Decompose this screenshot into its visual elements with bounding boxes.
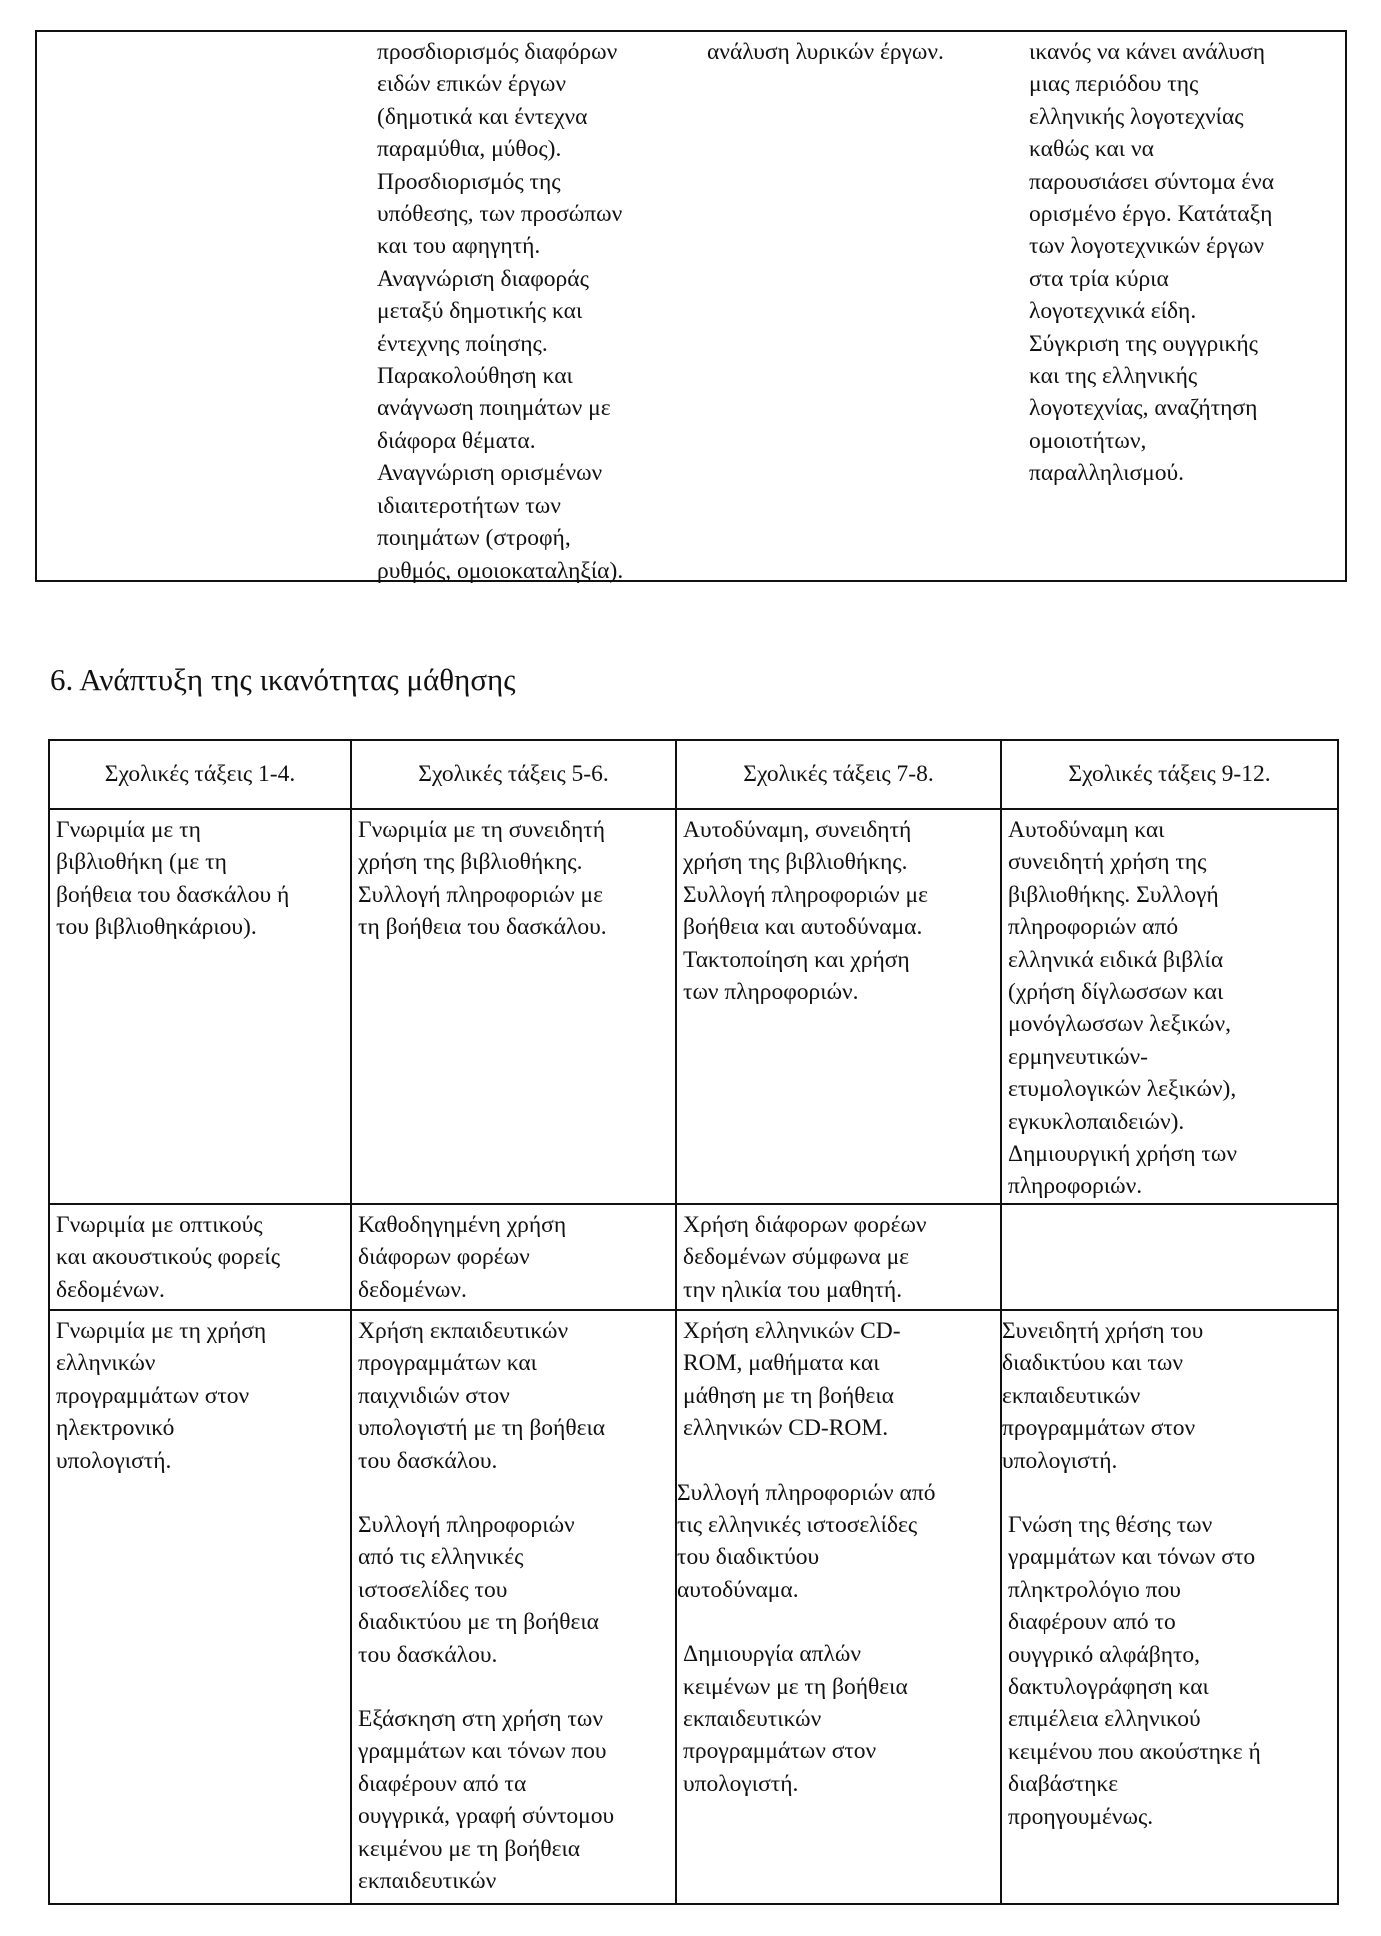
continuation-cell-col3: ανάλυση λυρικών έργων.	[707, 39, 944, 65]
table-cell: Αυτοδύναμη, συνειδητή χρήση της βιβλιοθήκης. Συλλογή πληροφοριών με βοήθεια και αυτοδύναμα. Τακτοποίηση και χρήση των πληροφοριών.	[676, 809, 1001, 1204]
table-cell: Γνωριμία με οπτικούς και ακουστικούς φορείς δεδομένων.	[49, 1204, 351, 1310]
table-row	[49, 1310, 1338, 1904]
table-cell: Αυτοδύναμη και συνειδητή χρήση της βιβλιοθήκης. Συλλογή πληροφοριών από ελληνικά ειδικά βιβλία (χρήση δίγλωσσων και μονόγλωσσων λεξικών, ερμηνευτικών- ετυμολογικών λεξικών), εγκυκλοπαιδειών). Δημιουργική χρήση των πληροφοριών.	[1001, 809, 1338, 1204]
table-cell	[1001, 1310, 1338, 1904]
table-cell: Χρήση διάφορων φορέων δεδομένων σύμφωνα με την ηλικία του μαθητή.	[676, 1204, 1001, 1310]
learning-skills-table	[48, 739, 1339, 1905]
table-row	[49, 1204, 1338, 1310]
section-title: 6. Ανάπτυξη της ικανότητας μάθησης	[50, 662, 516, 697]
cell-paragraph: Συνειδητή χρήση του διαδικτύου και των εκπαιδευτικών προγραμμάτων στον υπολογιστή.	[1002, 1317, 1204, 1474]
continuation-table	[35, 30, 1347, 582]
cell-paragraph: Συλλογή πληροφοριών από τις ελληνικές ιστοσελίδες του διαδικτύου με τη βοήθεια του δασκάλου.	[358, 1511, 599, 1668]
cell-paragraph: Συλλογή πληροφοριών από τις ελληνικές ιστοσελίδες του διαδικτύου αυτοδύναμα.	[677, 1479, 936, 1603]
table-cell: Γνωριμία με τη χρήση ελληνικών προγραμμάτων στον ηλεκτρονικό υπολογιστή.	[49, 1310, 351, 1904]
table-header-row	[49, 740, 1338, 809]
header-grades-7-8: Σχολικές τάξεις 7-8.	[676, 740, 1001, 809]
table-row	[49, 809, 1338, 1204]
header-grades-5-6: Σχολικές τάξεις 5-6.	[351, 740, 676, 809]
cell-paragraph: Δημιουργία απλών κειμένων με τη βοήθεια εκπαιδευτικών προγραμμάτων στον υπολογιστή.	[683, 1641, 908, 1797]
continuation-cell-col4: ικανός να κάνει ανάλυση μιας περιόδου της ελληνικής λογοτεχνίας καθώς και να παρουσιάσει σύντομα ένα ορισμένο έργο. Κατάταξη των λογοτεχνικών έργων στα τρία κύρια λογοτεχνικά είδη. Σύγκριση της ουγγρικής και της ελληνικής λογοτεχνίας, αναζήτηση ομοιοτήτων, παραλληλισμού.	[1029, 39, 1275, 487]
table-cell	[1001, 1204, 1338, 1310]
table-cell: Γνωριμία με τη βιβλιοθήκη (με τη βοήθεια του δασκάλου ή του βιβλιοθηκάριου).	[49, 809, 351, 1204]
table-cell	[676, 1310, 1001, 1904]
cell-paragraph: Χρήση εκπαιδευτικών προγραμμάτων και παιχνιδιών στον υπολογιστή με τη βοήθεια του δασκάλου.	[358, 1317, 606, 1474]
table-cell: Καθοδηγημένη χρήση διάφορων φορέων δεδομένων.	[351, 1204, 676, 1310]
cell-paragraph: Εξάσκηση στη χρήση των γραμμάτων και τόνων που διαφέρουν από τα ουγγρικά, γραφή σύντομου κειμένου με τη βοήθεια εκπαιδευτικών	[358, 1705, 615, 1894]
table-cell	[351, 1310, 676, 1904]
cell-paragraph: Χρήση ελληνικών CD- ROM, μαθήματα και μάθηση με τη βοήθεια ελληνικών CD-ROM.	[683, 1317, 901, 1442]
header-grades-9-12: Σχολικές τάξεις 9-12.	[1001, 740, 1338, 809]
header-grades-1-4: Σχολικές τάξεις 1-4.	[49, 740, 351, 809]
cell-paragraph: Γνώση της θέσης των γραμμάτων και τόνων στο πληκτρολόγιο που διαφέρουν από το ουγγρικό αλφάβητο, δακτυλογράφηση και επιμέλεια ελληνικού κειμένου που ακούστηκε ή διαβάστηκε προηγουμένως.	[1008, 1511, 1261, 1830]
continuation-cell-col2: προσδιορισμός διαφόρων ειδών επικών έργων (δημοτικά και έντεχνα παραμύθια, μύθος). Προσδιορισμός της υπόθεσης, των προσώπων και του αφηγητή. Αναγνώριση διαφοράς μεταξύ δημοτικής και έντεχνης ποίησης. Παρακολούθηση και ανάγνωση ποιημάτων με διάφορα θέματα. Αναγνώριση ορισμένων ιδιαιτεροτήτων των ποιημάτων (στροφή, ρυθμός, ομοιοκαταληξία).	[377, 39, 624, 584]
table-cell: Γνωριμία με τη συνειδητή χρήση της βιβλιοθήκης. Συλλογή πληροφοριών με τη βοήθεια του δασκάλου.	[351, 809, 676, 1204]
